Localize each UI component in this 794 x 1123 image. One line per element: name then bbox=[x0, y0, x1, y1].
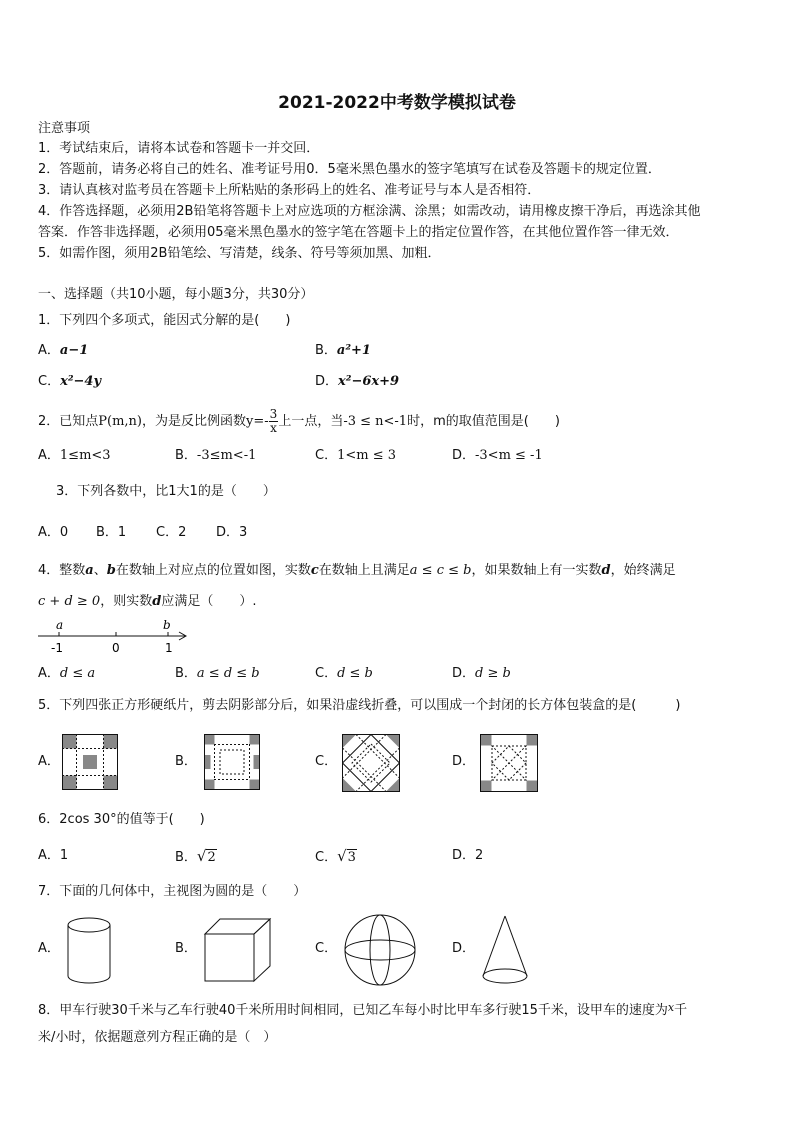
math-var: d bbox=[152, 594, 162, 609]
stem-text: 时，m的取值范围是( ) bbox=[407, 414, 560, 429]
q3-option-c: C．2 bbox=[156, 525, 187, 540]
tick-label: 0 bbox=[112, 641, 120, 655]
page-title: 2021-2022中考数学模拟试卷 bbox=[278, 93, 516, 113]
q5-option-b-label: B． bbox=[175, 754, 197, 769]
question-7-stem: 7．下面的几何体中，主视图为圆的是（ ） bbox=[38, 884, 307, 899]
option-letter: C． bbox=[315, 666, 338, 681]
question-3-stem: 3．下列各数中，比1大1的是（ ） bbox=[56, 484, 276, 499]
option-text: a−1 bbox=[59, 343, 89, 358]
math-var: d bbox=[601, 563, 611, 578]
option-letter: C． bbox=[38, 374, 61, 389]
notice-item: 4．作答选择题，必须用2B铅笔将答题卡上对应选项的方框涂满、涂黑；如需改动，请用橡皮擦干净后，再选涂其他 bbox=[38, 204, 701, 219]
notice-item: 5．如需作图，须用2B铅笔绘、写清楚，线条、符号等须加黑、加粗． bbox=[38, 246, 441, 261]
cone-figure bbox=[480, 914, 530, 986]
option-text: 1<m ≤ 3 bbox=[337, 448, 396, 463]
option-letter: B． bbox=[175, 850, 197, 865]
fraction bbox=[269, 408, 279, 435]
stem-text: 、 bbox=[93, 563, 107, 578]
q1-option-d bbox=[315, 372, 399, 392]
option-text: d ≥ b bbox=[475, 666, 511, 681]
stem-text: 在数轴上对应点的位置如图，实数 bbox=[115, 563, 311, 578]
q2-option-a bbox=[38, 446, 111, 466]
option-letter: B． bbox=[315, 343, 337, 358]
sqrt-sign: √ bbox=[196, 847, 207, 865]
q4-option-b bbox=[175, 664, 260, 684]
option-text: -3≤m<-1 bbox=[196, 448, 257, 463]
math-var: x bbox=[667, 1001, 675, 1014]
q5-figure-d bbox=[480, 734, 538, 792]
fraction-denominator: x bbox=[270, 421, 277, 435]
math-var: a bbox=[85, 563, 94, 578]
q6-option-b bbox=[175, 846, 217, 868]
math-expr: -3 ≤ n<-1 bbox=[343, 414, 408, 429]
q1-option-a bbox=[38, 341, 88, 361]
option-text: -3<m ≤ -1 bbox=[475, 448, 543, 463]
option-letter: C． bbox=[315, 448, 338, 463]
axis-label-a: a bbox=[56, 618, 64, 632]
axis-label-b: b bbox=[163, 618, 171, 632]
q2-option-d bbox=[452, 446, 543, 466]
stem-text: 千 bbox=[674, 1003, 688, 1018]
tick-label: -1 bbox=[51, 641, 63, 655]
stem-text: 4．整数 bbox=[38, 563, 86, 578]
stem-text: 在数轴上且满足 bbox=[318, 563, 410, 578]
notice-item: 答案．作答非选择题，必须用05毫米黑色墨水的签字笔在答题卡上的指定位置作答，在其他位置作答一律无效． bbox=[38, 225, 679, 240]
math-var: c bbox=[310, 563, 319, 578]
q5-option-d-label: D． bbox=[452, 754, 476, 769]
option-letter: C． bbox=[315, 850, 338, 865]
notice-item: 1．考试结束后，请将本试卷和答题卡一并交回． bbox=[38, 141, 320, 156]
fraction-numerator: 3 bbox=[269, 407, 278, 421]
stem-text: ，则实数 bbox=[100, 594, 153, 609]
sqrt-radicand: 3 bbox=[347, 850, 356, 865]
option-text: d ≤ a bbox=[59, 666, 96, 681]
question-5-stem: 5．下列四张正方形硬纸片，剪去阴影部分后，如果沿虚线折叠，可以围成一个封闭的长方体包装盒的是( ) bbox=[38, 698, 681, 713]
option-letter: D． bbox=[452, 448, 476, 463]
q5-option-c-label: C． bbox=[315, 754, 338, 769]
question-4-stem-cont bbox=[38, 592, 256, 612]
stem-text: ，如果数轴上有一实数 bbox=[471, 563, 602, 578]
q1-option-c bbox=[38, 372, 101, 392]
option-text: x²−6x+9 bbox=[338, 374, 400, 389]
stem-text: 2．已知点 bbox=[38, 414, 99, 429]
question-4-stem bbox=[38, 561, 676, 581]
math-expr: a ≤ c ≤ b bbox=[409, 563, 472, 578]
notice-item: 3．请认真核对监考员在答题卡上所粘贴的条形码上的姓名、准考证号与本人是否相符． bbox=[38, 183, 541, 198]
q2-option-b bbox=[175, 446, 256, 466]
number-line-figure bbox=[36, 615, 196, 657]
q7-option-b-label: B． bbox=[175, 941, 197, 956]
q6-option-c bbox=[315, 846, 357, 868]
question-6-stem: 6．2cos 30°的值等于( ) bbox=[38, 812, 205, 827]
notice-item: 2．答题前，请务必将自己的姓名、准考证号用0．5毫米黑色墨水的签字笔填写在试卷及答题卡的规定位置． bbox=[38, 162, 661, 177]
option-letter: D． bbox=[452, 666, 476, 681]
q7-option-a-label: A． bbox=[38, 941, 60, 956]
sqrt-sign: √ bbox=[337, 847, 347, 865]
q5-figure-c bbox=[342, 734, 400, 792]
option-letter: D． bbox=[315, 374, 339, 389]
cylinder-figure bbox=[64, 916, 114, 986]
option-text: d ≤ b bbox=[337, 666, 373, 681]
q7-option-d-label: D． bbox=[452, 941, 476, 956]
sqrt-radicand: 2 bbox=[207, 850, 216, 865]
stem-text: 8．甲车行驶30千米与乙车行驶40千米所用时间相同，已知乙车每小时比甲车多行驶15千米，设甲车的速度为 bbox=[38, 1003, 668, 1018]
stem-text: ，为是反比例函数 bbox=[142, 414, 247, 429]
q2-option-c bbox=[315, 446, 396, 466]
section-heading: 一、选择题（共10小题，每小题3分，共30分） bbox=[38, 287, 314, 302]
math-var: b bbox=[106, 563, 116, 578]
q7-option-c-label: C． bbox=[315, 941, 338, 956]
q5-option-a-label: A． bbox=[38, 754, 60, 769]
math-expr: P(m,n) bbox=[98, 414, 143, 429]
stem-text: 应满足（ ）. bbox=[161, 594, 257, 609]
option-text: x²−4y bbox=[60, 374, 102, 389]
math-expr: y=- bbox=[246, 414, 269, 429]
option-text: a ≤ d ≤ b bbox=[196, 666, 260, 681]
option-text: a²+1 bbox=[336, 343, 371, 358]
stem-text: ，始终满足 bbox=[610, 563, 676, 578]
question-8-stem-cont: 米/小时，依据题意列方程正确的是（ ） bbox=[38, 1030, 277, 1045]
q5-figure-a bbox=[62, 734, 118, 790]
tick-label: 1 bbox=[165, 641, 173, 655]
q3-option-b: B．1 bbox=[96, 525, 127, 540]
q3-option-d: D．3 bbox=[216, 525, 248, 540]
q6-option-d: D．2 bbox=[452, 848, 484, 863]
option-letter: B． bbox=[175, 666, 197, 681]
q1-option-b bbox=[315, 341, 371, 361]
q4-option-d bbox=[452, 664, 511, 684]
q4-option-c bbox=[315, 664, 373, 684]
option-letter: A． bbox=[38, 343, 60, 358]
notice-heading: 注意事项 bbox=[38, 121, 91, 136]
q6-option-a: A．1 bbox=[38, 848, 69, 863]
question-8-stem bbox=[38, 998, 687, 1021]
sphere-figure bbox=[342, 912, 418, 988]
q4-option-a bbox=[38, 664, 95, 684]
math-expr: c + d ≥ 0 bbox=[38, 594, 101, 609]
cube-figure bbox=[202, 916, 274, 984]
question-1-stem: 1．下列四个多项式，能因式分解的是( ) bbox=[38, 313, 291, 328]
option-text: 1≤m<3 bbox=[59, 448, 111, 463]
stem-text: 上一点，当 bbox=[278, 414, 344, 429]
option-letter: A． bbox=[38, 666, 60, 681]
option-letter: A． bbox=[38, 448, 60, 463]
q3-option-a: A．0 bbox=[38, 525, 69, 540]
q5-figure-b bbox=[204, 734, 260, 790]
question-2-stem bbox=[38, 408, 560, 435]
option-letter: B． bbox=[175, 448, 197, 463]
